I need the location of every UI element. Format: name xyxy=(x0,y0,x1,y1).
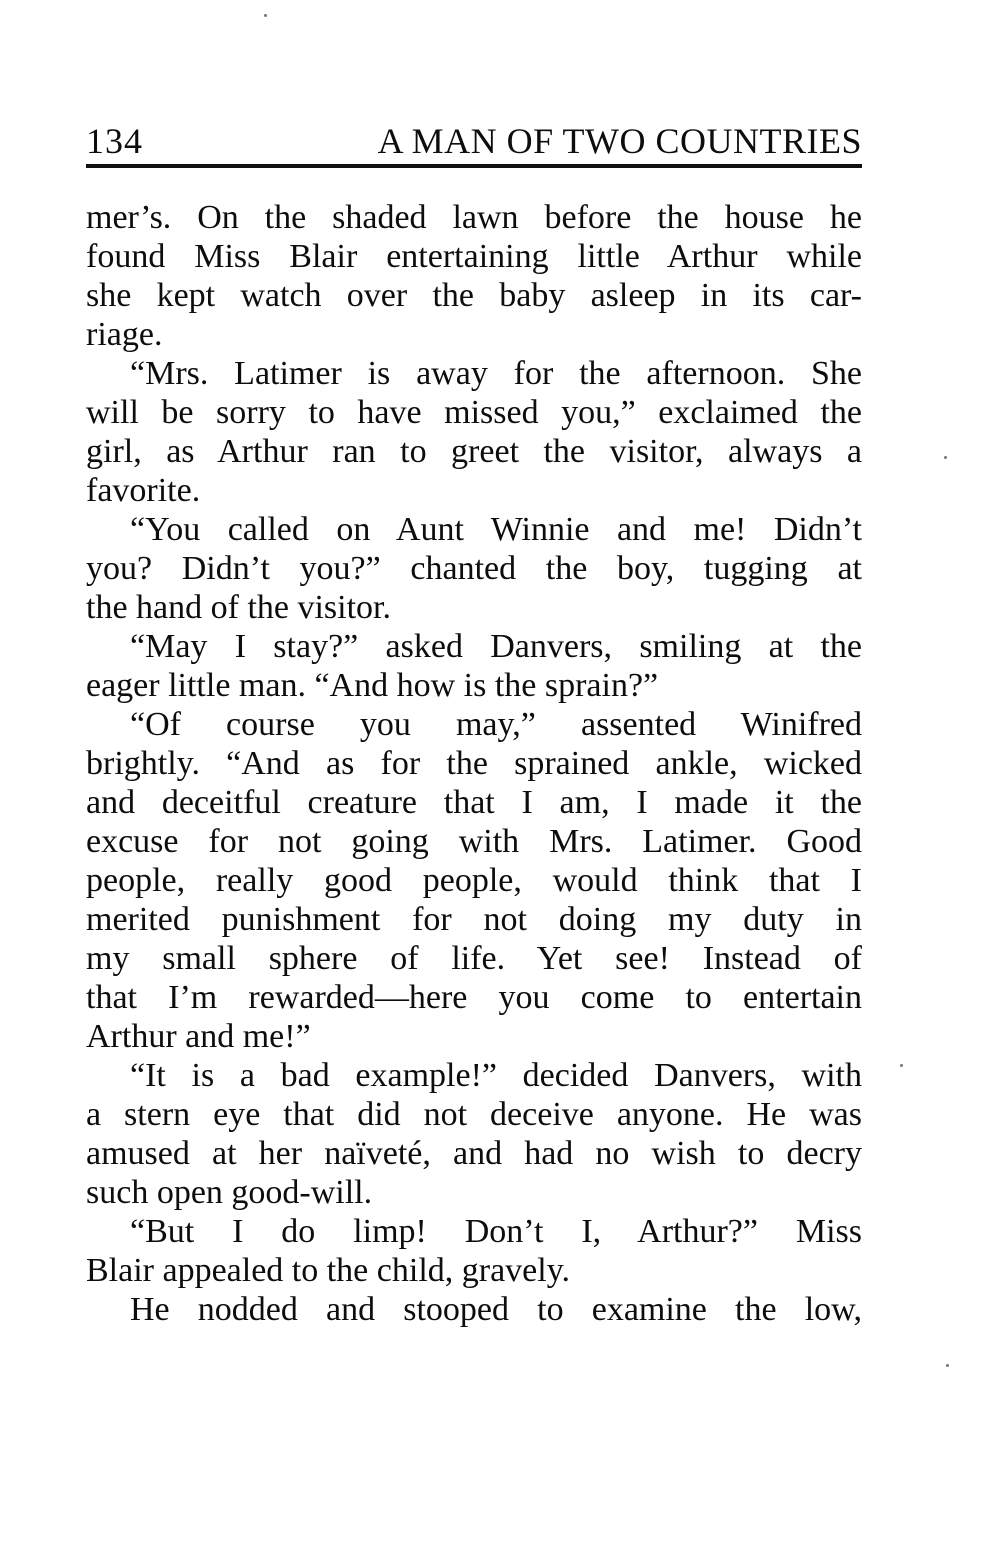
text-line: “You called on Aunt Winnie and me! Didn’t xyxy=(130,511,862,548)
body-text xyxy=(86,198,862,1329)
text-line: and deceitful creature that I am, I made it the xyxy=(86,784,862,821)
text-line: Blair appealed to the child, gravely. xyxy=(86,1252,571,1289)
header-rule xyxy=(86,164,862,168)
text-line: will be sorry to have missed you,” exclaimed the xyxy=(86,394,862,431)
text-line: “It is a bad example!” decided Danvers, with xyxy=(130,1057,862,1094)
text-line: mer’s. On the shaded lawn before the house he xyxy=(86,199,862,236)
text-line: He nodded and stooped to examine the low, xyxy=(130,1291,862,1328)
text-line: “May I stay?” asked Danvers, smiling at the xyxy=(130,628,862,665)
text-line: she kept watch over the baby asleep in its car- xyxy=(86,277,862,314)
text-line: you? Didn’t you?” chanted the boy, tugging at xyxy=(86,550,862,587)
scan-speck xyxy=(900,1064,903,1067)
scan-speck xyxy=(946,1364,949,1367)
text-line: “But I do limp! Don’t I, Arthur?” Miss xyxy=(130,1213,862,1250)
text-line: “Of course you may,” assented Winifred xyxy=(130,706,862,743)
page-number: 134 xyxy=(86,121,143,161)
scan-speck xyxy=(944,456,947,459)
text-line: that I’m rewarded—here you come to entertain xyxy=(86,979,862,1016)
text-line: favorite. xyxy=(86,472,201,509)
text-line: Arthur and me!” xyxy=(86,1018,311,1055)
running-head xyxy=(86,118,862,164)
text-line: riage. xyxy=(86,316,163,353)
running-title: A MAN OF TWO COUNTRIES xyxy=(377,121,862,161)
scan-speck xyxy=(264,14,267,17)
text-line: amused at her naïveté, and had no wish to decry xyxy=(86,1135,862,1172)
text-line: girl, as Arthur ran to greet the visitor, always a xyxy=(86,433,862,470)
text-line: my small sphere of life. Yet see! Instead of xyxy=(86,940,862,977)
text-line: found Miss Blair entertaining little Arthur while xyxy=(86,238,862,275)
text-line: eager little man. “And how is the sprain?” xyxy=(86,667,659,704)
text-line: “Mrs. Latimer is away for the afternoon. She xyxy=(130,355,862,392)
text-line: a stern eye that did not deceive anyone. He was xyxy=(86,1096,862,1133)
text-line: excuse for not going with Mrs. Latimer. Good xyxy=(86,823,862,860)
text-line: merited punishment for not doing my duty in xyxy=(86,901,862,938)
text-line: such open good-will. xyxy=(86,1174,373,1211)
text-line: people, really good people, would think that I xyxy=(86,862,862,899)
text-line: the hand of the visitor. xyxy=(86,589,392,626)
text-line: brightly. “And as for the sprained ankle, wicked xyxy=(86,745,862,782)
